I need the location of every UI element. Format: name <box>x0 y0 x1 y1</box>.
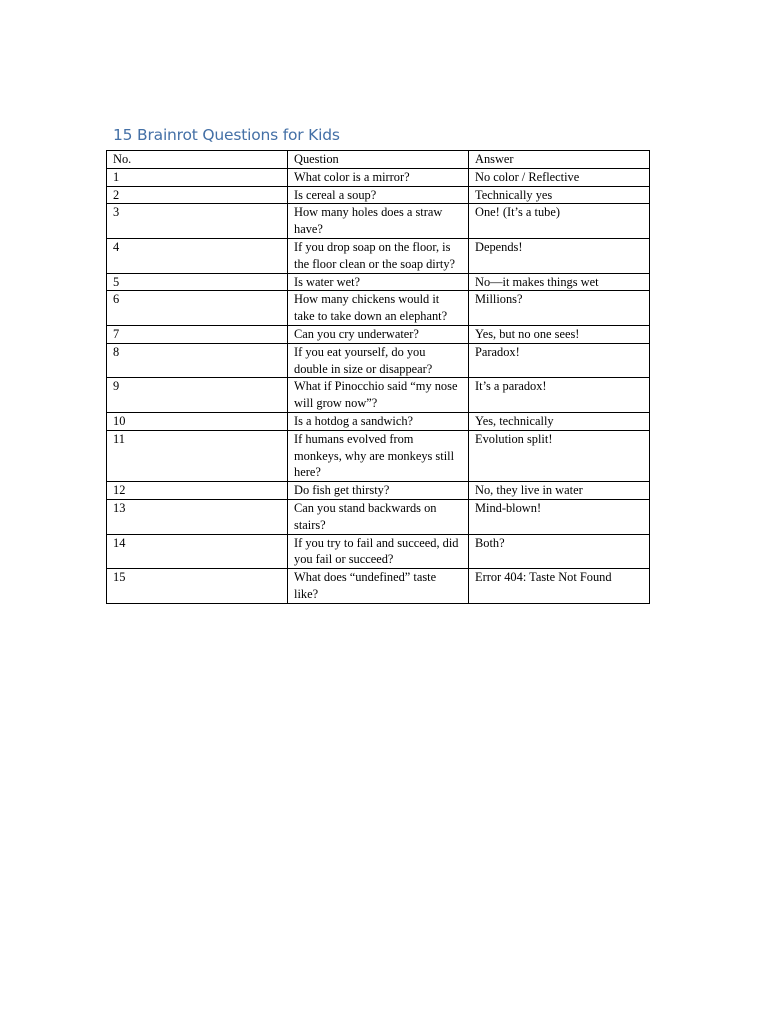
cell-number: 14 <box>107 534 288 569</box>
cell-answer: Yes, technically <box>469 412 650 430</box>
table-row <box>107 499 650 534</box>
cell-question: What if Pinocchio said “my nose will grow now”? <box>288 378 469 413</box>
cell-answer: Error 404: Taste Not Found <box>469 569 650 604</box>
header-number: No. <box>107 151 288 169</box>
cell-answer: Evolution split! <box>469 430 650 481</box>
cell-number: 9 <box>107 378 288 413</box>
table-row <box>107 273 650 291</box>
cell-question: If you drop soap on the floor, is the floor clean or the soap dirty? <box>288 238 469 273</box>
cell-answer: Technically yes <box>469 186 650 204</box>
table-row <box>107 291 650 326</box>
table-body <box>107 151 650 604</box>
cell-number: 13 <box>107 499 288 534</box>
header-question: Question <box>288 151 469 169</box>
cell-number: 15 <box>107 569 288 604</box>
cell-number: 2 <box>107 186 288 204</box>
cell-answer: No—it makes things wet <box>469 273 650 291</box>
table-row <box>107 378 650 413</box>
cell-question: Can you stand backwards on stairs? <box>288 499 469 534</box>
table-row <box>107 534 650 569</box>
cell-question: If you eat yourself, do you double in size or disappear? <box>288 343 469 378</box>
cell-question: Is a hotdog a sandwich? <box>288 412 469 430</box>
cell-number: 1 <box>107 168 288 186</box>
cell-answer: Depends! <box>469 238 650 273</box>
cell-answer: One! (It’s a tube) <box>469 204 650 239</box>
cell-number: 3 <box>107 204 288 239</box>
cell-question: How many holes does a straw have? <box>288 204 469 239</box>
table-row <box>107 430 650 481</box>
cell-question: How many chickens would it take to take down an elephant? <box>288 291 469 326</box>
table-row <box>107 186 650 204</box>
cell-number: 6 <box>107 291 288 326</box>
document-title: 15 Brainrot Questions for Kids <box>113 126 340 144</box>
cell-question: Do fish get thirsty? <box>288 482 469 500</box>
table-row <box>107 168 650 186</box>
cell-number: 8 <box>107 343 288 378</box>
cell-answer: Mind-blown! <box>469 499 650 534</box>
cell-number: 5 <box>107 273 288 291</box>
table-row <box>107 238 650 273</box>
cell-question: Can you cry underwater? <box>288 325 469 343</box>
questions-table <box>106 150 650 604</box>
cell-question: If humans evolved from monkeys, why are monkeys still here? <box>288 430 469 481</box>
table-row <box>107 569 650 604</box>
table-row <box>107 412 650 430</box>
cell-answer: Millions? <box>469 291 650 326</box>
cell-number: 10 <box>107 412 288 430</box>
cell-question: What color is a mirror? <box>288 168 469 186</box>
cell-number: 12 <box>107 482 288 500</box>
cell-number: 11 <box>107 430 288 481</box>
cell-question: Is water wet? <box>288 273 469 291</box>
cell-answer: No, they live in water <box>469 482 650 500</box>
cell-number: 7 <box>107 325 288 343</box>
header-answer: Answer <box>469 151 650 169</box>
cell-answer: Both? <box>469 534 650 569</box>
cell-answer: No color / Reflective <box>469 168 650 186</box>
cell-answer: Paradox! <box>469 343 650 378</box>
table-row <box>107 204 650 239</box>
cell-question: If you try to fail and succeed, did you fail or succeed? <box>288 534 469 569</box>
table-header-row <box>107 151 650 169</box>
table-row <box>107 325 650 343</box>
cell-answer: Yes, but no one sees! <box>469 325 650 343</box>
table-row <box>107 343 650 378</box>
cell-question: What does “undefined” taste like? <box>288 569 469 604</box>
table-row <box>107 482 650 500</box>
cell-number: 4 <box>107 238 288 273</box>
cell-answer: It’s a paradox! <box>469 378 650 413</box>
cell-question: Is cereal a soup? <box>288 186 469 204</box>
